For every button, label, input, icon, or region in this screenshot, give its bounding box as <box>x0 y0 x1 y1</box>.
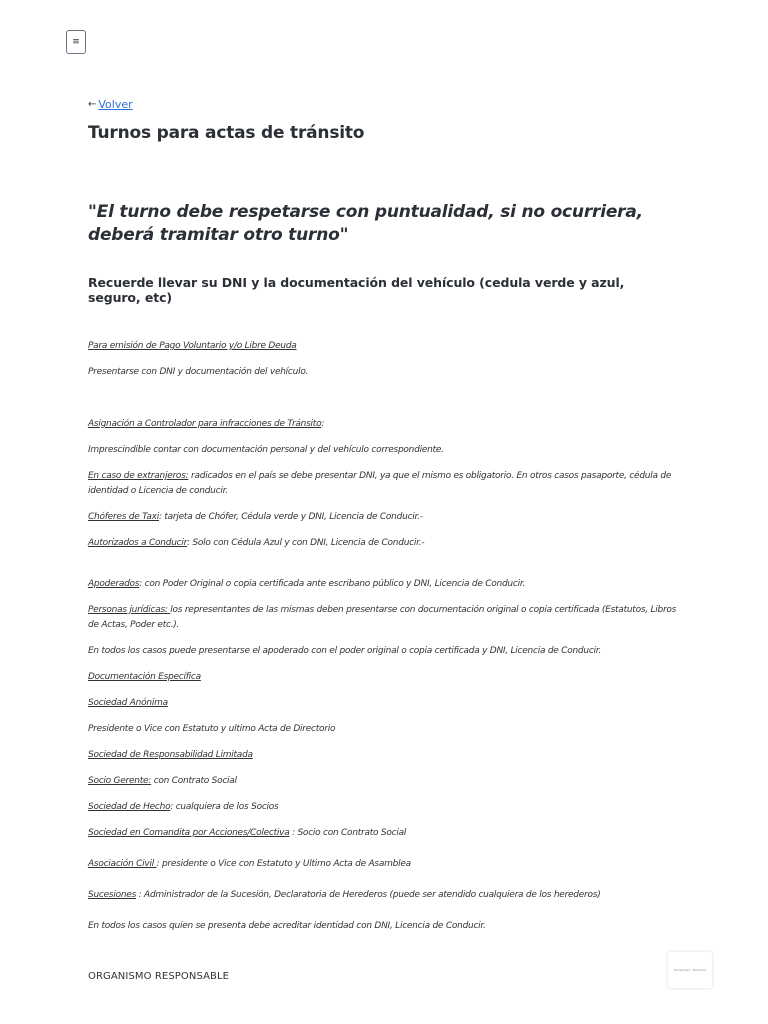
asignacion-heading: Asignación a Controlador para infracciones de Tránsito: <box>88 419 325 429</box>
recaptcha-badge-text: Privacidad - Términos <box>674 968 706 972</box>
sa-heading: Sociedad Anónima <box>88 698 168 708</box>
recaptcha-badge[interactable] <box>668 952 712 988</box>
main-content <box>88 98 678 934</box>
sa-text: Presidente o Vice con Estatuto y ultimo Acta de Directorio <box>88 724 336 734</box>
apoderados-text: Apoderados: con Poder Original o copia certificada ante escribano público y DNI, Licencia de Conducir. <box>88 579 526 589</box>
asociacion-civil-text: Asociación Civil : presidente o Vice con Estatuto y Ultimo Acta de Asamblea <box>88 859 411 869</box>
reminder-heading: Recuerde llevar su DNI y la documentación del vehículo (cedula verde y azul, seguro, etc) <box>88 275 625 305</box>
asignacion-text: Imprescindible contar con documentación personal y del vehículo correspondiente. <box>88 445 444 455</box>
menu-icon: ≡ <box>72 37 80 47</box>
todos-apoderado-text: En todos los casos puede presentarse el apoderado con el poder original o copia certificada y DNI, Licencia de Conducir. <box>88 646 602 656</box>
socio-gerente-text: Socio Gerente: con Contrato Social <box>88 776 237 786</box>
back-arrow-icon: ← <box>88 99 97 110</box>
sucesiones-text: Sucesiones : Administrador de la Sucesión, Declaratoria de Herederos (puede ser atendido cualquiera de los herederos) <box>88 890 601 900</box>
page-title: Turnos para actas de tránsito <box>88 123 365 143</box>
footer-organismo-label: ORGANISMO RESPONSABLE <box>88 971 230 982</box>
sociedad-hecho-text: Sociedad de Hecho: cualquiera de los Socios <box>88 802 279 812</box>
back-link[interactable]: Volver <box>98 98 133 111</box>
pago-text: Presentarse con DNI y documentación del vehículo. <box>88 367 309 377</box>
pago-heading: Para emisión de Pago Voluntario y/o Libre Deuda <box>88 341 297 351</box>
quote-heading: "El turno debe respetarse con puntualidad, si no ocurriera, deberá tramitar otro turno" <box>88 202 643 245</box>
personas-juridicas-text: Personas jurídicas: los representantes de las mismas deben presentarse con documentación original o copia certificada (Estatutos, Libros de Actas, Poder etc.). <box>88 605 677 630</box>
extranjeros-text: En caso de extranjeros: radicados en el país se debe presentar DNI, ya que el mismo es obligatorio. En otros casos pasaporte, cédula de identidad o Licencia de conducir. <box>88 471 672 496</box>
todos-identidad-text: En todos los casos quien se presenta debe acreditar identidad con DNI, Licencia de Conducir. <box>88 921 486 931</box>
comandita-text: Sociedad en Comandita por Acciones/Colectiva : Socio con Contrato Social <box>88 828 407 838</box>
menu-button[interactable] <box>66 30 86 54</box>
doc-especifica-heading: Documentación Específica <box>88 672 201 682</box>
requirements-section <box>88 339 678 934</box>
back-link-row <box>88 98 678 111</box>
choferes-text: Chóferes de Taxi: tarjeta de Chófer, Cédula verde y DNI, Licencia de Conducir.- <box>88 512 423 522</box>
autorizados-text: Autorizados a Conducir: Solo con Cédula Azul y con DNI, Licencia de Conducir.- <box>88 538 425 548</box>
srl-heading: Sociedad de Responsabilidad Limitada <box>88 750 253 760</box>
